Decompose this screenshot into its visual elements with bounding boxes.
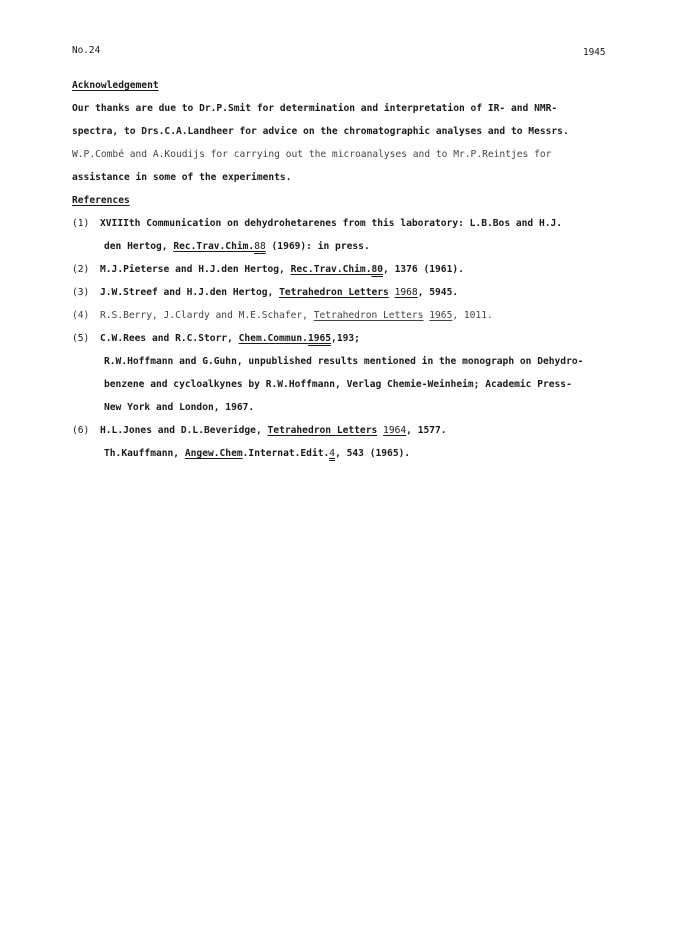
reference-author: M.J.Pieterse and H.J.den Hertog, (100, 264, 291, 275)
reference-text: , 5945. (417, 287, 459, 298)
reference-author: den Hertog, (104, 241, 174, 252)
reference-text: ,193; (331, 333, 360, 344)
journal-issue-number: No.24 (72, 45, 101, 56)
year: 1965 (429, 310, 453, 321)
year: 1968 (394, 287, 418, 298)
journal-abbreviation: Tetrahedron Letters (313, 310, 424, 321)
reference-text: , 543 (1965). (335, 448, 411, 459)
reference-author: Th.Kauffmann, (104, 448, 185, 459)
journal-abbreviation: Chem.Commun. (238, 333, 308, 344)
reference-marker: (1) (72, 218, 90, 229)
reference-5 (72, 333, 360, 345)
year: 1965 (307, 333, 332, 344)
volume-number: 88 (254, 241, 266, 252)
reference-5-line-2: R.W.Hoffmann and G.Guhn, unpublished results mentioned in the monograph on Dehydro- (104, 356, 584, 367)
reference-text: (1969): in press. (265, 241, 370, 252)
reference-3 (72, 287, 458, 299)
reference-text: , 1376 (1961). (383, 264, 464, 275)
reference-6 (72, 425, 447, 437)
reference-5-line-4: New York and London, 1967. (104, 402, 255, 413)
acknowledgement-line-1: Our thanks are due to Dr.P.Smit for determination and interpretation of IR- and NMR- (72, 103, 558, 114)
journal-abbreviation: Tetrahedron Letters (279, 287, 389, 298)
reference-text: XVIIIth Communication on dehydrohetarenes from this laboratory: L.B.Bos and H.J. (100, 218, 563, 229)
reference-marker: (2) (72, 264, 90, 275)
journal-edition: .Internat.Edit. (242, 448, 330, 459)
references-heading: References (72, 195, 130, 206)
reference-6-line-2 (104, 448, 410, 460)
reference-1 (72, 218, 562, 230)
year: 1964 (383, 425, 407, 436)
reference-author: C.W.Rees and R.C.Storr, (100, 333, 239, 344)
acknowledgement-line-4: assistance in some of the experiments. (72, 172, 292, 183)
volume-number: 80 (371, 264, 384, 275)
reference-1-continuation (104, 241, 370, 253)
reference-author: J.W.Streef and H.J.den Hertog, (100, 287, 280, 298)
reference-marker: (6) (72, 425, 90, 436)
acknowledgement-line-3: W.P.Combé and A.Koudijs for carrying out the microanalyses and to Mr.P.Reintjes for (72, 149, 552, 160)
reference-4 (72, 310, 493, 322)
journal-abbreviation: Rec.Trav.Chim. (173, 241, 255, 252)
reference-marker: (3) (72, 287, 90, 298)
reference-2 (72, 264, 464, 276)
acknowledgement-heading: Acknowledgement (72, 80, 159, 91)
page-number: 1945 (583, 47, 606, 58)
reference-author: R.S.Berry, J.Clardy and M.E.Schafer, (100, 310, 314, 321)
reference-text: , 1577. (406, 425, 447, 436)
journal-abbreviation: Rec.Trav.Chim. (290, 264, 372, 275)
reference-marker: (5) (72, 333, 90, 344)
reference-text: , 1011. (452, 310, 493, 321)
journal-abbreviation: Angew.Chem (184, 448, 243, 459)
volume-number: 4 (329, 448, 336, 459)
reference-5-line-3: benzene and cycloalkynes by R.W.Hoffmann, Verlag Chemie-Weinheim; Academic Press- (104, 379, 572, 390)
reference-marker: (4) (72, 310, 90, 321)
acknowledgement-line-2: spectra, to Drs.C.A.Landheer for advice on the chromatographic analyses and to Messrs. (72, 126, 569, 137)
journal-abbreviation: Tetrahedron Letters (267, 425, 378, 436)
reference-author: H.L.Jones and D.L.Beveridge, (100, 425, 268, 436)
